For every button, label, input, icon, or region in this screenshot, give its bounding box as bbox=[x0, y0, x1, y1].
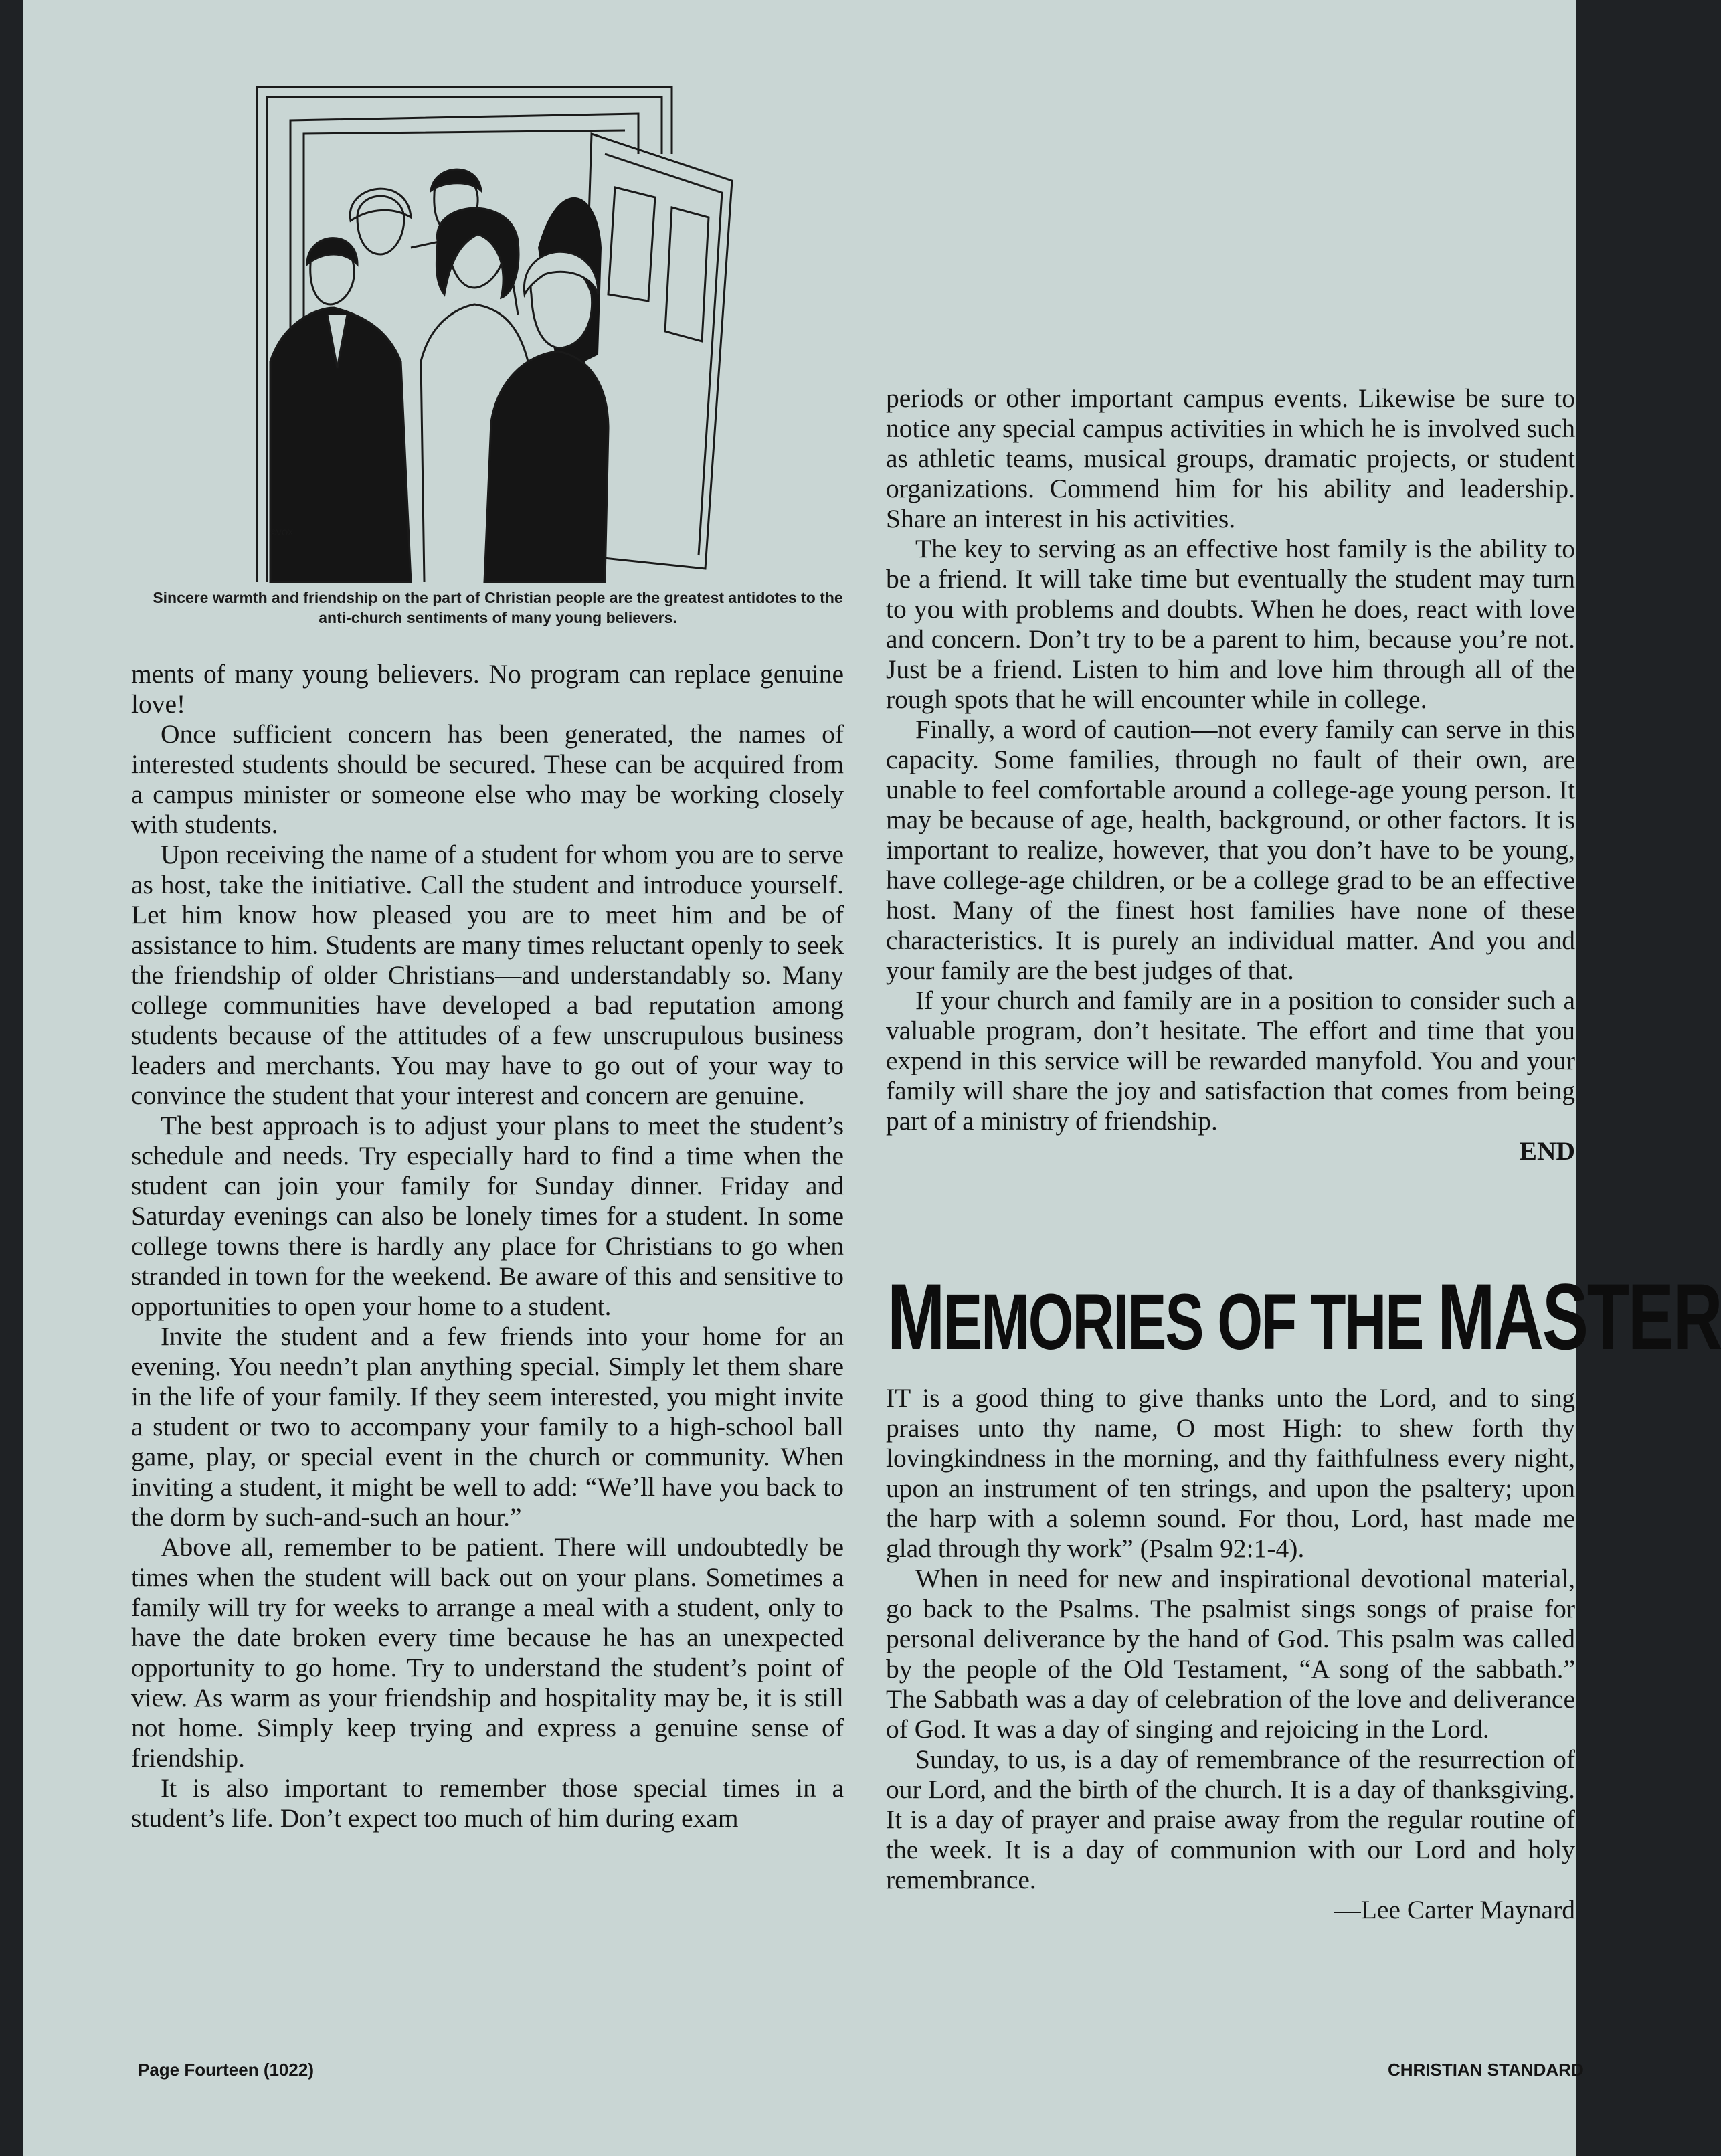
paragraph: Above all, remember to be patient. There will undoubtedly be times when the student will back out on your plans. Sometimes a family will try for weeks to arrange a meal with a student, only to have the date broken every time because he has an unexpected opportunity to go home. Try to understand the student’s point of view. As warm as your friendship and hospitality may be, it is still not home. Simply keep trying and express a genuine sense of friendship. bbox=[131, 1532, 844, 1773]
paragraph: When in need for new and inspirational devotional material, go back to the Psalms. The psalmist sings songs of praise for personal deliverance by the hand of God. This psalm was called by the people of the Old Testament, “A song of the sabbath.” The Sabbath was a day of celebration of the love and deliverance of God. It was a day of singing and rejoicing in the Lord. bbox=[886, 1564, 1575, 1744]
paragraph: periods or other important campus events. Likewise be sure to notice any special campus activities in which he is involved such as athletic teams, musical groups, dramatic projects, or student organizations. Commend him for his ability and leadership. Share an interest in his activities. bbox=[886, 383, 1575, 533]
paragraph: Invite the student and a few friends into your home for an evening. You needn’t plan anything special. Simply let them share in the life of your family. If they seem interested, you might invite a student or two to accompany your family to a high-school ball game, play, or special event in the church or community. When inviting a student, it might be well to add: “We’ll have you back to the dorm by such-and-such an hour.” bbox=[131, 1322, 844, 1532]
magazine-page bbox=[23, 0, 1721, 2156]
paragraph: Upon receiving the name of a student for whom you are to serve as host, take the initiative. Call the student and introduce yourself. Let him know how pleased you are to meet him and be of assistance to him. Students are many times reluctant openly to seek the friendship of older Christians—and understandably so. Many college communities have developed a bad reputation among students because of the attitudes of a few unscrupulous business leaders and merchants. You may have to go out of your way to convince the student that your interest and concern are genuine. bbox=[131, 840, 844, 1110]
headline-cap: M bbox=[887, 1264, 944, 1369]
paragraph: It is also important to remember those special times in a student’s life. Don’t expect too much of him during exam bbox=[131, 1773, 844, 1833]
memories-article bbox=[886, 1383, 1575, 1925]
paragraph: ments of many young believers. No program can replace genuine love! bbox=[131, 659, 844, 719]
paragraph: Once sufficient concern has been generated, the names of interested students should be secured. These can be acquired from a campus minister or someone else who may be working closely with students. bbox=[131, 719, 844, 839]
paragraph: If your church and family are in a position to consider such a valuable program, don’t hesitate. The effort and time that you expend in this service will be rewarded manyfold. You and your family will share the joy and satisfaction that comes from being part of a ministry of friendship. bbox=[886, 986, 1575, 1136]
left-column bbox=[131, 659, 844, 1833]
memories-headline bbox=[887, 1264, 1721, 1369]
paragraph: The best approach is to adjust your plans to meet the student’s schedule and needs. Try especially hard to find a time when the student can join your family for Sunday dinner. Friday and Saturday evenings can also be lonely times for a student. In some college towns there is hardly any place for Christians to go when stranded in town for the weekend. Be aware of this and sensitive to opportunities to open your home to a student. bbox=[131, 1111, 844, 1321]
author-signature: —Lee Carter Maynard bbox=[1334, 1895, 1575, 1924]
host-family-illustration bbox=[244, 74, 752, 582]
right-column bbox=[886, 383, 1575, 1166]
paragraph: IT is a good thing to give thanks unto the Lord, and to sing praises unto thy name, O most High: to shew forth thy lovingkindness in the morning, and thy faithfulness every night, upon an instrument of ten strings, and upon the psaltery; upon the harp with a solemn sound. For thou, Lord, hast made me glad through thy work” (Psalm 92:1-4). bbox=[886, 1383, 1575, 1563]
artist-signature: ©VOX bbox=[270, 528, 294, 537]
publication-name: CHRISTIAN STANDARD bbox=[1388, 2060, 1584, 2080]
end-mark: END bbox=[1519, 1136, 1575, 1166]
paragraph: Sunday, to us, is a day of remembrance of the resurrection of our Lord, and the birth of the church. It is a day of thanksgiving. It is a day of prayer and praise away from the regular routine of the week. It is a day of communion with our Lord and holy remembrance. bbox=[886, 1744, 1575, 1894]
paragraph: The key to serving as an effective host family is the ability to be a friend. It will take time but eventually the student may turn to you with problems and doubts. When he does, react with love and concern. Don’t try to be a parent to him, because you’re not. Just be a friend. Listen to him and love him through all of the rough spots that he will encounter while in college. bbox=[886, 534, 1575, 714]
paragraph: Finally, a word of caution—not every family can serve in this capacity. Some families, through no fault of their own, are unable to feel comfortable around a college-age young person. It may be because of age, health, background, or other factors. It is important to realize, however, that you don’t have to be young, have college-age children, or be a college grad to be an effective host. Many of the finest host families have none of these characteristics. It is purely an individual matter. And you and your family are the best judges of that. bbox=[886, 715, 1575, 985]
headline-master: MASTER bbox=[1437, 1264, 1721, 1369]
page-number: Page Fourteen (1022) bbox=[138, 2060, 314, 2080]
headline-text: EMORIES OF THE bbox=[943, 1278, 1438, 1366]
illustration-caption: Sincere warmth and friendship on the part of Christian people are the greatest antidotes to the anti-church sentiments of many young believers. bbox=[153, 589, 843, 626]
